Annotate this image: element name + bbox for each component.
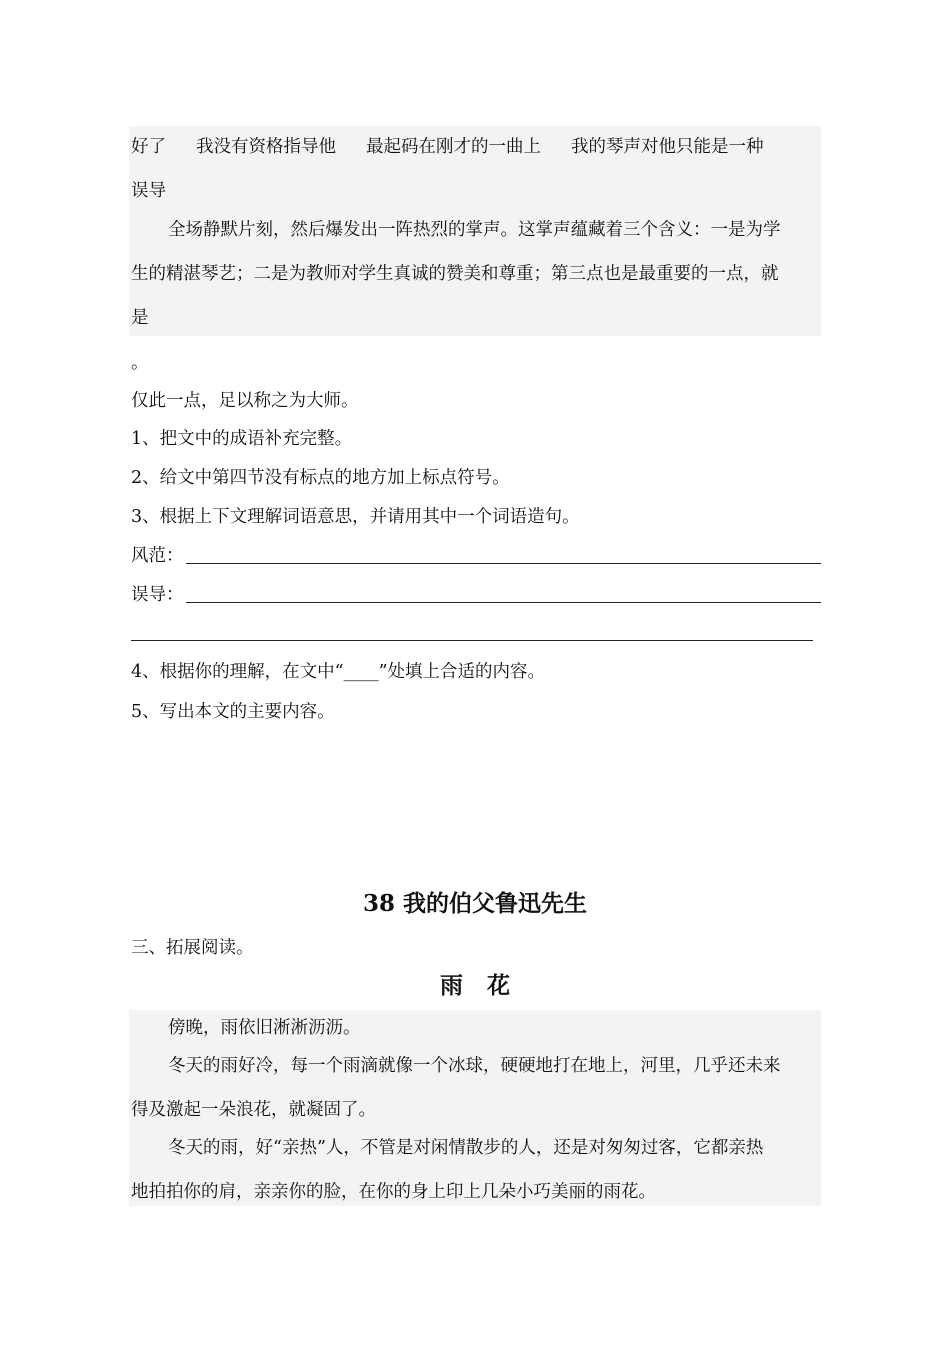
answer-line-fengfan[interactable] [186, 563, 821, 564]
question-5: 5、写出本文的主要内容。 [131, 702, 335, 722]
passage-fragment-3: 最起码在刚才的一曲上 [366, 137, 541, 157]
section-label: 三、拓展阅读。 [131, 938, 254, 958]
question-4: 4、根据你的理解，在文中“____”处填上合适的内容。 [131, 662, 546, 682]
question-2: 2、给文中第四节没有标点的地方加上标点符号。 [131, 468, 510, 488]
reading-paragraph-1: 傍晚，雨依旧淅淅沥沥。 [168, 1018, 361, 1038]
passage-line-5: 是 [131, 308, 149, 328]
reading-title: 雨花 [440, 972, 534, 999]
question-3: 3、根据上下文理解词语意思，并请用其中一个词语造句。 [131, 507, 580, 527]
label-fengfan: 风范： [131, 546, 184, 566]
answer-line-wudao[interactable] [186, 602, 821, 603]
reading-paragraph-2-line-2: 得及激起一朵浪花，就凝固了。 [131, 1100, 376, 1120]
passage-line-2: 误导 [131, 181, 166, 201]
answer-line-sentence[interactable] [131, 640, 813, 641]
reading-paragraph-3-line-1: 冬天的雨，好“亲热”人，不管是对闲情散步的人，还是对匆匆过客，它都亲热 [168, 1138, 764, 1158]
passage-line-1 [131, 136, 764, 158]
question-1: 1、把文中的成语补充完整。 [131, 429, 353, 449]
passage-line-6: 。 [131, 353, 149, 373]
passage-fragment-2: 我没有资格指导他 [196, 137, 336, 157]
reading-paragraph-2-line-1: 冬天的雨好冷，每一个雨滴就像一个冰球，硬硬地打在地上，河里，几乎还未来 [168, 1056, 781, 1076]
label-wudao: 误导： [131, 585, 184, 605]
reading-paragraph-3-line-2: 地拍拍你的肩，亲亲你的脸，在你的身上印上几朵小巧美丽的雨花。 [131, 1182, 656, 1202]
passage-line-7: 仅此一点，足以称之为大师。 [131, 391, 359, 411]
passage-fragment-1: 好了 [131, 137, 166, 157]
passage-fragment-4: 我的琴声对他只能是一种 [571, 137, 764, 157]
lesson-title: 38 我的伯父鲁迅先生 [362, 890, 587, 917]
passage-line-4: 生的精湛琴艺；二是为教师对学生真诚的赞美和尊重；第三点也是最重要的一点，就 [131, 264, 779, 284]
passage-line-3: 全场静默片刻，然后爆发出一阵热烈的掌声。这掌声蕴藏着三个含义：一是为学 [168, 220, 781, 240]
